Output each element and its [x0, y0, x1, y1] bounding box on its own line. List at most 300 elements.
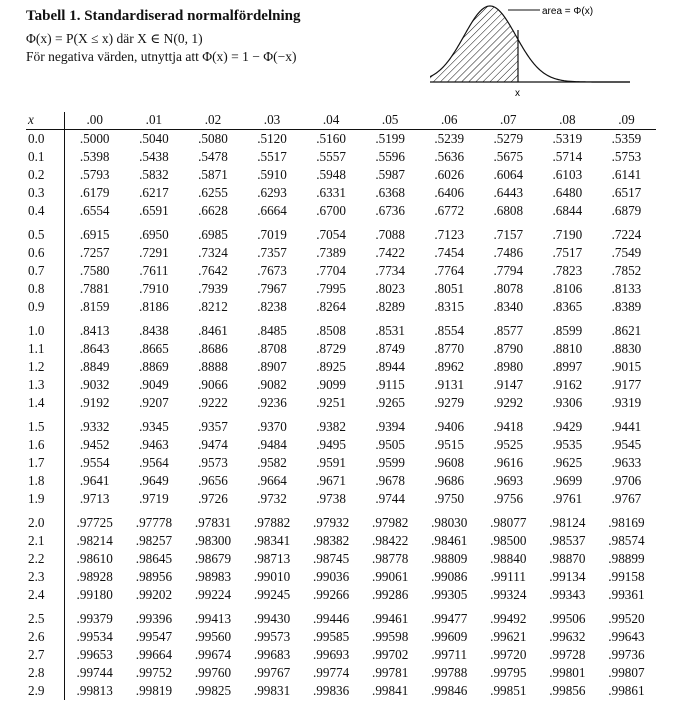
table-cell: .5596 [375, 149, 405, 164]
x-label: x [515, 88, 520, 99]
table-cell: .5675 [493, 149, 524, 164]
table-cell: .99621 [490, 629, 527, 644]
table-cell: .9418 [493, 419, 524, 434]
table-body [26, 130, 656, 701]
table-cell: .99728 [549, 647, 586, 662]
table-cell: .9505 [375, 437, 405, 452]
table-row [26, 262, 656, 280]
table-cell: .9599 [375, 455, 405, 470]
table-cell: .99643 [608, 629, 645, 644]
table-row [26, 454, 656, 472]
table-cell: .6293 [257, 185, 287, 200]
table-cell: .7995 [316, 281, 346, 296]
table-cell: .99477 [431, 611, 468, 626]
row-x-value: 2.7 [26, 646, 65, 664]
table-cell: .9370 [257, 419, 287, 434]
table-cell: .8962 [434, 359, 465, 374]
table-cell: .8729 [316, 341, 346, 356]
table-cell: .8599 [552, 323, 583, 338]
table-cell: .6736 [375, 203, 405, 218]
x-column-header: x [26, 112, 65, 130]
table-cell: .98461 [431, 533, 468, 548]
table-cell: .7967 [257, 281, 287, 296]
table-cell: .9554 [79, 455, 110, 470]
table-cell: .9306 [552, 395, 583, 410]
table-cell: .6554 [79, 203, 110, 218]
table-cell: .97831 [194, 515, 232, 530]
table-cell: .7486 [493, 245, 524, 260]
row-x-value: 1.0 [26, 322, 65, 340]
table-cell: .6915 [79, 227, 110, 242]
table-cell: .99760 [194, 665, 232, 680]
table-cell: .99520 [608, 611, 645, 626]
table-cell: .9706 [611, 473, 642, 488]
table-cell: .8289 [375, 299, 405, 314]
row-x-value: 1.5 [26, 418, 65, 436]
table-cell: .8186 [139, 299, 169, 314]
table-cell: .8508 [316, 323, 346, 338]
table-cell: .8078 [493, 281, 524, 296]
table-cell: .98214 [76, 533, 113, 548]
table-cell: .99813 [76, 683, 113, 698]
table-cell: .9515 [434, 437, 465, 452]
table-row [26, 340, 656, 358]
table-cell: .5557 [316, 149, 346, 164]
table-cell: .9082 [257, 377, 287, 392]
table-cell: .99846 [431, 683, 468, 698]
table-cell: .99534 [76, 629, 113, 644]
table-cell: .7190 [552, 227, 583, 242]
row-x-value: 0.8 [26, 280, 65, 298]
table-cell: .99825 [194, 683, 232, 698]
table-cell: .6103 [552, 167, 583, 182]
table-cell: .9222 [198, 395, 228, 410]
table-cell: .7794 [493, 263, 524, 278]
table-cell: .99086 [431, 569, 468, 584]
table-cell: .9535 [552, 437, 583, 452]
table-cell: .99795 [490, 665, 527, 680]
table-cell: .9750 [434, 491, 465, 506]
column-header: .01 [124, 112, 183, 130]
table-cell: .98870 [549, 551, 586, 566]
table-cell: .5948 [316, 167, 346, 182]
table-header-row [26, 112, 656, 130]
table-cell: .99361 [608, 587, 645, 602]
table-cell: .5199 [375, 131, 405, 146]
table-cell: .5987 [375, 167, 405, 182]
table-cell: .6808 [493, 203, 524, 218]
table-cell: .98124 [549, 515, 586, 530]
table-cell: .8238 [257, 299, 287, 314]
table-cell: .9265 [375, 395, 405, 410]
table-cell: .5120 [257, 131, 287, 146]
table-cell: .9495 [316, 437, 346, 452]
table-cell: .5714 [552, 149, 583, 164]
table-cell: .7019 [257, 227, 287, 242]
table-cell: .98610 [76, 551, 113, 566]
header [26, 8, 446, 67]
table-cell: .8106 [552, 281, 583, 296]
area-label: area = Φ(x) [542, 6, 594, 17]
table-cell: .99547 [135, 629, 173, 644]
table-cell: .99324 [490, 587, 527, 602]
table-cell: .98169 [608, 515, 645, 530]
table-cell: .9429 [552, 419, 583, 434]
table-cell: .8869 [139, 359, 169, 374]
table-cell: .9656 [198, 473, 228, 488]
column-header: .08 [538, 112, 597, 130]
table-cell: .99202 [135, 587, 173, 602]
table-cell: .8023 [375, 281, 405, 296]
table-cell: .9484 [257, 437, 287, 452]
table-cell: .5478 [198, 149, 228, 164]
column-header: .02 [183, 112, 242, 130]
table-cell: .8849 [79, 359, 110, 374]
table-cell: .5359 [611, 131, 642, 146]
table-cell: .97932 [312, 515, 350, 530]
table-cell: .99781 [372, 665, 409, 680]
table-cell: .5239 [434, 131, 465, 146]
table-cell: .9582 [257, 455, 287, 470]
row-x-value: 0.5 [26, 226, 65, 244]
table-cell: .7157 [493, 227, 524, 242]
table-cell: .6879 [611, 203, 642, 218]
table-cell: .6591 [139, 203, 169, 218]
table-cell: .9713 [79, 491, 110, 506]
table-cell: .5832 [139, 167, 169, 182]
table-cell: .9719 [139, 491, 169, 506]
table-cell: .99774 [312, 665, 350, 680]
table-cell: .99801 [549, 665, 586, 680]
table-row [26, 568, 656, 586]
table-cell: .98928 [76, 569, 113, 584]
row-x-value: 1.6 [26, 436, 65, 454]
table-cell: .9192 [79, 395, 110, 410]
table-cell: .6985 [198, 227, 228, 242]
table-row [26, 244, 656, 262]
table-cell: .6406 [434, 185, 465, 200]
table-row [26, 532, 656, 550]
table-cell: .6628 [198, 203, 228, 218]
table-row [26, 358, 656, 376]
table-cell: .9251 [316, 395, 346, 410]
row-x-value: 2.0 [26, 514, 65, 532]
table-cell: .99286 [372, 587, 409, 602]
table-cell: .9162 [552, 377, 583, 392]
table-cell: .9545 [611, 437, 642, 452]
table-row [26, 628, 656, 646]
table-row [26, 322, 656, 340]
table-cell: .99819 [135, 683, 173, 698]
table-cell: .7454 [434, 245, 465, 260]
table-cell: .99836 [312, 683, 350, 698]
table-cell: .6664 [257, 203, 287, 218]
table-row [26, 418, 656, 436]
table-row [26, 184, 656, 202]
table-cell: .99653 [76, 647, 113, 662]
table-cell: .9664 [257, 473, 287, 488]
table-cell: .8461 [198, 323, 228, 338]
table-row [26, 376, 656, 394]
table-cell: .7642 [198, 263, 228, 278]
table-cell: .9066 [198, 377, 228, 392]
table-cell: .8686 [198, 341, 228, 356]
table-cell: .97725 [76, 515, 113, 530]
row-x-value: 2.8 [26, 664, 65, 682]
table-cell: .5000 [79, 131, 110, 146]
table-cell: .9452 [79, 437, 110, 452]
table-cell: .98645 [135, 551, 173, 566]
column-header: .09 [597, 112, 656, 130]
table-cell: .7764 [434, 263, 465, 278]
table-cell: .99841 [372, 683, 409, 698]
table-cell: .99343 [549, 587, 586, 602]
table-cell: .98713 [253, 551, 291, 566]
table-cell: .9699 [552, 473, 583, 488]
row-x-value: 2.9 [26, 682, 65, 700]
table-row [26, 514, 656, 532]
table-row [26, 298, 656, 316]
table-cell: .98840 [490, 551, 527, 566]
row-x-value: 1.2 [26, 358, 65, 376]
normal-distribution-table [26, 112, 656, 700]
row-x-value: 2.5 [26, 610, 65, 628]
table-row [26, 436, 656, 454]
table-cell: .7257 [79, 245, 110, 260]
table-cell: .99674 [194, 647, 232, 662]
table-cell: .5793 [79, 167, 110, 182]
table-cell: .6217 [139, 185, 169, 200]
table-cell: .99010 [253, 569, 291, 584]
table-cell: .99061 [372, 569, 409, 584]
row-x-value: 0.1 [26, 148, 65, 166]
table-cell: .98983 [194, 569, 232, 584]
table-cell: .99664 [135, 647, 173, 662]
table-cell: .9049 [139, 377, 169, 392]
table-cell: .98679 [194, 551, 232, 566]
table-cell: .8485 [257, 323, 287, 338]
table-cell: .8980 [493, 359, 524, 374]
row-x-value: 1.3 [26, 376, 65, 394]
table-cell: .8790 [493, 341, 524, 356]
table-cell: .6368 [375, 185, 405, 200]
table-cell: .9633 [611, 455, 642, 470]
table-cell: .5871 [198, 167, 228, 182]
table-cell: .9608 [434, 455, 465, 470]
table-cell: .8389 [611, 299, 642, 314]
table-cell: .9236 [257, 395, 287, 410]
table-cell: .99573 [253, 629, 291, 644]
table-cell: .99158 [608, 569, 645, 584]
row-x-value: 2.4 [26, 586, 65, 604]
table-cell: .98956 [135, 569, 173, 584]
table-cell: .98537 [549, 533, 586, 548]
table-cell: .99720 [490, 647, 527, 662]
table-cell: .98257 [135, 533, 173, 548]
table-cell: .6844 [552, 203, 583, 218]
table-cell: .6255 [198, 185, 228, 200]
table-cell: .9357 [198, 419, 228, 434]
table-cell: .5040 [139, 131, 169, 146]
table-cell: .9015 [611, 359, 642, 374]
table-cell: .99788 [431, 665, 468, 680]
table-cell: .8577 [493, 323, 524, 338]
table-cell: .9279 [434, 395, 465, 410]
table-cell: .9686 [434, 473, 465, 488]
table-cell: .7517 [552, 245, 583, 260]
table-cell: .8340 [493, 299, 524, 314]
table-cell: .9394 [375, 419, 405, 434]
table-cell: .98574 [608, 533, 645, 548]
table-cell: .8665 [139, 341, 169, 356]
table-cell: .9345 [139, 419, 169, 434]
table-cell: .99396 [135, 611, 173, 626]
row-x-value: 0.9 [26, 298, 65, 316]
normal-distribution-table-container [26, 112, 656, 700]
table-cell: .8944 [375, 359, 405, 374]
table-cell: .6443 [493, 185, 524, 200]
table-cell: .99180 [76, 587, 113, 602]
table-cell: .99851 [490, 683, 527, 698]
table-cell: .7611 [139, 263, 169, 278]
table-cell: .99560 [194, 629, 232, 644]
table-cell: .99752 [135, 665, 173, 680]
table-cell: .7823 [552, 263, 583, 278]
table-cell: .8365 [552, 299, 583, 314]
column-header: .03 [243, 112, 302, 130]
table-cell: .9564 [139, 455, 169, 470]
table-cell: .7088 [375, 227, 405, 242]
table-cell: .8888 [198, 359, 228, 374]
table-cell: .7881 [79, 281, 110, 296]
table-cell: .5517 [257, 149, 287, 164]
table-cell: .99632 [549, 629, 586, 644]
row-x-value: 1.7 [26, 454, 65, 472]
table-cell: .6064 [493, 167, 524, 182]
row-x-value: 0.0 [26, 130, 65, 149]
table-cell: .9732 [257, 491, 287, 506]
table-cell: .9649 [139, 473, 169, 488]
table-cell: .99134 [549, 569, 586, 584]
table-row [26, 148, 656, 166]
column-header: .04 [302, 112, 361, 130]
normal-curve-svg [430, 0, 680, 100]
table-cell: .9115 [375, 377, 405, 392]
table-cell: .9744 [375, 491, 405, 506]
table-cell: .5279 [493, 131, 524, 146]
table-cell: .8531 [375, 323, 405, 338]
table-cell: .5910 [257, 167, 287, 182]
table-cell: .7123 [434, 227, 465, 242]
table-cell: .98300 [194, 533, 232, 548]
table-cell: .9319 [611, 395, 642, 410]
table-cell: .8925 [316, 359, 346, 374]
table-cell: .98778 [372, 551, 409, 566]
table-cell: .99036 [312, 569, 350, 584]
table-cell: .7224 [611, 227, 642, 242]
table-cell: .98382 [312, 533, 350, 548]
table-cell: .5080 [198, 131, 228, 146]
table-cell: .6517 [611, 185, 642, 200]
table-cell: .7357 [257, 245, 287, 260]
table-cell: .99861 [608, 683, 645, 698]
row-x-value: 1.8 [26, 472, 65, 490]
table-cell: .8212 [198, 299, 228, 314]
table-row [26, 586, 656, 604]
table-cell: .8830 [611, 341, 642, 356]
table-cell: .97778 [135, 515, 173, 530]
table-cell: .99461 [372, 611, 409, 626]
table-cell: .6331 [316, 185, 346, 200]
table-cell: .9726 [198, 491, 228, 506]
column-header: .06 [420, 112, 479, 130]
normal-curve-figure [430, 0, 680, 100]
table-cell: .99807 [608, 665, 645, 680]
table-cell: .99266 [312, 587, 350, 602]
table-cell: .8621 [611, 323, 642, 338]
table-row [26, 472, 656, 490]
table-cell: .9678 [375, 473, 405, 488]
definition-line: Φ(x) = P(X ≤ x) där X ∈ N(0, 1) [26, 31, 203, 46]
table-cell: .7939 [198, 281, 228, 296]
table-cell: .9441 [611, 419, 642, 434]
table-cell: .99430 [253, 611, 291, 626]
table-cell: .99856 [549, 683, 586, 698]
table-cell: .8438 [139, 323, 169, 338]
table-cell: .9332 [79, 419, 110, 434]
table-cell: .9573 [198, 455, 228, 470]
table-cell: .9382 [316, 419, 346, 434]
row-x-value: 2.3 [26, 568, 65, 586]
row-x-value: 0.2 [26, 166, 65, 184]
row-x-value: 0.6 [26, 244, 65, 262]
table-cell: .5160 [316, 131, 346, 146]
table-cell: .8413 [79, 323, 110, 338]
table-cell: .98809 [431, 551, 468, 566]
table-cell: .5753 [611, 149, 642, 164]
table-cell: .99683 [253, 647, 291, 662]
table-cell: .5636 [434, 149, 465, 164]
table-cell: .99111 [490, 569, 526, 584]
table-cell: .99736 [608, 647, 645, 662]
table-cell: .7910 [139, 281, 169, 296]
table-cell: .5319 [552, 131, 583, 146]
table-cell: .8554 [434, 323, 465, 338]
negative-values-note: För negativa värden, utnyttja att Φ(x) = 1 − Φ(−x) [26, 49, 297, 64]
table-cell: .8264 [316, 299, 346, 314]
column-header: .00 [65, 112, 125, 130]
table-cell: .7734 [375, 263, 405, 278]
table-cell: .9406 [434, 419, 465, 434]
table-cell: .9641 [79, 473, 110, 488]
table-cell: .9767 [611, 491, 642, 506]
table-cell: .9292 [493, 395, 524, 410]
table-cell: .9761 [552, 491, 583, 506]
table-cell: .7291 [139, 245, 169, 260]
table-row [26, 226, 656, 244]
table-cell: .98030 [431, 515, 468, 530]
table-cell: .6772 [434, 203, 465, 218]
table-cell: .8643 [79, 341, 110, 356]
table-row [26, 166, 656, 184]
table-row [26, 394, 656, 412]
table-cell: .99506 [549, 611, 586, 626]
column-header: .05 [361, 112, 420, 130]
table-cell: .8770 [434, 341, 465, 356]
table-cell: .99413 [194, 611, 232, 626]
table-cell: .98341 [253, 533, 291, 548]
table-cell: .6141 [611, 167, 642, 182]
